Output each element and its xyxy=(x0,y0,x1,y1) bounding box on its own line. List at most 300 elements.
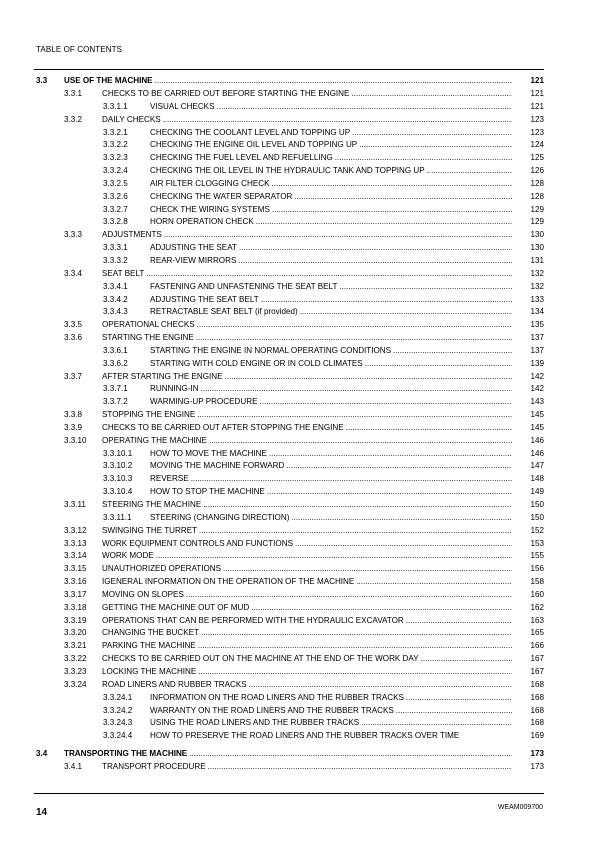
toc-entry-page: 121 xyxy=(530,89,544,98)
toc-entry-title-wrap xyxy=(150,281,512,294)
toc-entry-title-wrap xyxy=(102,550,512,563)
toc-entry-number: 3.3.7.1 xyxy=(103,384,128,394)
toc-entry-number: 3.4.1 xyxy=(64,762,83,772)
toc-entry[interactable] xyxy=(34,499,544,512)
dot-leader xyxy=(393,345,512,358)
toc-entry[interactable] xyxy=(34,319,544,332)
dot-leader xyxy=(191,473,512,486)
toc-entry-title: CHECKS TO BE CARRIED OUT BEFORE STARTING THE ENGINE xyxy=(102,89,350,98)
dot-leader xyxy=(189,747,512,761)
toc-entry-number: 3.3.2 xyxy=(64,114,83,124)
toc-entry-page: 152 xyxy=(530,525,544,535)
toc-entry-title-wrap xyxy=(150,730,512,743)
toc-entry[interactable] xyxy=(34,281,544,294)
toc-entry-page: 150 xyxy=(530,512,544,522)
toc-entry-title: CHECKING THE FUEL LEVEL AND REFUELLING xyxy=(150,153,333,163)
toc-entry[interactable] xyxy=(34,88,544,101)
toc-entry-title-wrap xyxy=(150,717,512,730)
dot-leader xyxy=(197,319,512,332)
dot-leader xyxy=(199,525,512,538)
toc-entry-title-wrap xyxy=(150,345,512,358)
toc-entry[interactable] xyxy=(34,705,544,718)
toc-entry-title-wrap xyxy=(102,409,512,422)
toc-entry-page: 147 xyxy=(530,461,544,471)
toc-section-entry[interactable] xyxy=(34,74,544,88)
toc-entry-title: HORN OPERATION CHECK xyxy=(150,217,254,227)
toc-entry[interactable] xyxy=(34,730,544,743)
toc-entry-number: 3.3.24.2 xyxy=(103,705,133,715)
toc-entry-page: 173 xyxy=(530,749,544,759)
dot-leader xyxy=(186,589,512,602)
toc-entry-title: OPERATIONAL CHECKS xyxy=(102,320,195,330)
toc-entry-title: CHECKING THE ENGINE OIL LEVEL AND TOPPING UP xyxy=(150,140,358,150)
toc-entry-title: ADJUSTMENTS xyxy=(102,230,162,240)
toc-entry-number: 3.3.14 xyxy=(64,551,87,561)
page-number: 14 xyxy=(36,807,48,818)
toc-entry-number: 3.3.4.3 xyxy=(103,307,128,317)
toc-entry-title-wrap xyxy=(150,473,512,486)
toc-entry-number: 3.3.4.2 xyxy=(103,294,128,304)
toc-entry-number: 3.3.1.1 xyxy=(103,101,128,111)
toc-entry-title-wrap xyxy=(64,747,512,761)
toc-entry-title: WARRANTY ON THE ROAD LINERS AND THE RUBBER TRACKS xyxy=(150,705,394,715)
toc-entry-title-wrap xyxy=(150,242,512,255)
toc-entry-title: REAR-VIEW MIRRORS xyxy=(150,255,237,265)
toc-entry-title: UNAUTHORIZED OPERATIONS xyxy=(102,564,222,574)
toc-entry-title: VISUAL CHECKS xyxy=(150,101,215,111)
dot-leader xyxy=(365,358,512,371)
toc-entry-number: 3.3.24.4 xyxy=(103,731,133,741)
toc-entry-title-wrap xyxy=(64,74,512,88)
toc-entry-title-wrap xyxy=(150,306,512,319)
toc-entry-number: 3.3.17 xyxy=(64,589,87,599)
toc-entry-title: REVERSE xyxy=(150,474,189,484)
toc-entry-page: 168 xyxy=(530,718,544,728)
dot-leader xyxy=(421,653,512,666)
toc-entry-page: 173 xyxy=(530,762,544,772)
dot-leader xyxy=(197,409,512,422)
toc-entry-title: CHECK THE WIRING SYSTEMS xyxy=(150,204,270,214)
toc-entry-title: LOCKING THE MACHINE xyxy=(102,666,197,676)
dot-leader xyxy=(267,486,512,499)
toc-entry-number: 3.3.10.4 xyxy=(103,487,133,497)
toc-entry-number: 3.3.12 xyxy=(64,525,87,535)
toc-entry[interactable] xyxy=(34,165,544,178)
toc-entry-title-wrap xyxy=(102,229,512,242)
toc-entry-title-wrap xyxy=(102,88,512,101)
toc-entry-title-wrap xyxy=(102,615,512,628)
toc-entry[interactable] xyxy=(34,255,544,268)
toc-entry-title-wrap xyxy=(150,486,512,499)
toc-entry-title: CHECKS TO BE CARRIED OUT ON THE MACHINE AT THE END OF THE WORK DAY xyxy=(102,654,419,664)
toc-entry-title: CHECKS TO BE CARRIED OUT AFTER STOPPING THE ENGINE xyxy=(102,422,344,432)
toc-entry-page: 129 xyxy=(530,204,544,214)
toc-entry-title-wrap xyxy=(150,191,512,204)
running-header: TABLE OF CONTENTS xyxy=(36,45,123,54)
dot-leader xyxy=(201,383,512,396)
dot-leader xyxy=(209,435,512,448)
dot-leader xyxy=(201,627,512,640)
toc-entry-number: 3.3.19 xyxy=(64,615,87,625)
dot-leader xyxy=(146,268,512,281)
toc-entry-title: RUNNING-IN xyxy=(150,384,199,394)
toc-entry-title: CHECKING THE OIL LEVEL IN THE HYDRAULIC TANK AND TOPPING UP xyxy=(150,166,425,176)
toc-entry[interactable] xyxy=(34,268,544,281)
toc-entry-page: 123 xyxy=(530,114,544,124)
toc-entry-page: 142 xyxy=(530,371,544,381)
dot-leader xyxy=(351,88,512,101)
dot-leader xyxy=(225,371,512,384)
toc-entry-page: 129 xyxy=(530,217,544,227)
toc-entry-number: 3.3.5 xyxy=(64,320,83,330)
toc-entry-title-wrap xyxy=(102,761,512,774)
toc-entry-page: 166 xyxy=(530,641,544,651)
toc-entry-number: 3.3.2.1 xyxy=(103,127,128,137)
toc-entry[interactable] xyxy=(34,602,544,615)
toc-entry-title: WARMING-UP PROCEDURE xyxy=(150,397,258,407)
toc-entry-number: 3.3.10.1 xyxy=(103,448,133,458)
footer-rule xyxy=(34,793,544,794)
toc-entry-title: USING THE ROAD LINERS AND THE RUBBER TRACKS xyxy=(150,718,360,728)
toc-entry[interactable] xyxy=(34,229,544,242)
toc-entry-page: 132 xyxy=(530,268,544,278)
toc-entry-title: OPERATIONS THAT CAN BE PERFORMED WITH THE HYDRAULIC EXCAVATOR xyxy=(102,615,404,625)
toc-entry-number: 3.3.13 xyxy=(64,538,87,548)
toc-entry-page: 126 xyxy=(530,166,544,176)
toc-entry-number: 3.3.11 xyxy=(64,500,86,509)
toc-entry-number: 3.3.10.3 xyxy=(103,474,133,484)
toc-entry-page: 163 xyxy=(530,615,544,625)
dot-leader xyxy=(238,255,512,268)
toc-entry-title-wrap xyxy=(102,114,512,127)
toc-entry[interactable] xyxy=(34,383,544,396)
toc-entry-title-wrap xyxy=(102,319,512,332)
toc-entry-page: 128 xyxy=(530,178,544,188)
dot-leader xyxy=(356,576,512,589)
toc-entry-title: OPERATING THE MACHINE xyxy=(102,435,207,445)
dot-leader xyxy=(286,460,512,473)
dot-leader xyxy=(216,101,512,114)
toc-entry[interactable] xyxy=(34,761,544,774)
toc-entry-title: SEAT BELT xyxy=(102,268,145,278)
toc-entry-number: 3.3.6.2 xyxy=(103,358,128,368)
toc-entry[interactable] xyxy=(34,627,544,640)
document-code: WEAM009700 xyxy=(497,804,543,811)
dot-leader xyxy=(156,550,512,563)
toc-entry-title: USE OF THE MACHINE xyxy=(64,76,153,85)
toc-entry[interactable] xyxy=(34,101,544,114)
toc-entry[interactable] xyxy=(34,589,544,602)
toc-entry-title: ROAD LINERS AND RUBBER TRACKS xyxy=(102,679,247,689)
toc-entry[interactable] xyxy=(34,306,544,319)
toc-entry-title-wrap xyxy=(150,705,512,718)
dot-leader xyxy=(198,666,512,679)
toc-entry-page: 145 xyxy=(530,422,544,432)
toc-entry-number: 3.3.2.5 xyxy=(103,178,128,188)
dot-leader xyxy=(406,615,512,628)
toc-entry-title: TRANSPORTING THE MACHINE xyxy=(64,749,188,759)
toc-entry-page: 158 xyxy=(530,577,544,587)
toc-entry-title: RETRACTABLE SEAT BELT (if provided) xyxy=(150,307,298,317)
toc-entry-title-wrap xyxy=(150,139,512,152)
toc-entry[interactable] xyxy=(34,525,544,538)
toc-entry-title: STEERING (CHANGING DIRECTION) xyxy=(150,512,290,522)
toc-entry[interactable] xyxy=(34,191,544,204)
toc-entry-title-wrap xyxy=(102,576,512,589)
dot-leader xyxy=(352,127,512,140)
dot-leader xyxy=(208,761,512,774)
toc-entry-title: AIR FILTER CLOGGING CHECK xyxy=(150,178,270,188)
toc-entry-page: 128 xyxy=(530,191,544,201)
toc-entry-page: 133 xyxy=(530,294,544,304)
toc-entry-title: STEERING THE MACHINE xyxy=(102,500,202,509)
toc-entry-number: 3.3.6.1 xyxy=(103,345,128,355)
toc-entry[interactable] xyxy=(34,422,544,435)
toc-entry[interactable] xyxy=(34,409,544,422)
toc-entry-number: 3.3.2.6 xyxy=(103,191,128,201)
toc-entry[interactable] xyxy=(34,332,544,345)
toc-entry-title: ADJUSTING THE SEAT BELT xyxy=(150,294,259,304)
dot-leader xyxy=(269,448,512,461)
toc-entry-page: 124 xyxy=(530,140,544,150)
toc-entry-number: 3.3.24.1 xyxy=(103,692,133,702)
toc-entry[interactable] xyxy=(34,486,544,499)
toc-entry-page: 149 xyxy=(530,487,544,497)
toc-entry-number: 3.3.11.1 xyxy=(103,512,132,522)
toc-entry-number: 3.3.16 xyxy=(64,577,87,587)
toc-entry-title-wrap xyxy=(102,602,512,615)
toc-entry[interactable] xyxy=(34,640,544,653)
toc-entry-page: 162 xyxy=(530,602,544,612)
toc-entry[interactable] xyxy=(34,692,544,705)
toc-entry-title-wrap xyxy=(150,512,512,525)
toc-entry-number: 3.3.3.1 xyxy=(103,243,128,253)
toc-entry-page: 135 xyxy=(530,320,544,330)
toc-entry[interactable] xyxy=(34,717,544,730)
toc-entry-page: 134 xyxy=(530,307,544,317)
dot-leader xyxy=(406,692,512,705)
toc-entry-title-wrap xyxy=(150,216,512,229)
toc-entry[interactable] xyxy=(34,216,544,229)
dot-leader xyxy=(223,563,512,576)
dot-leader xyxy=(291,512,512,525)
toc-entry-title-wrap xyxy=(150,178,512,191)
dot-leader xyxy=(361,717,512,730)
dot-leader xyxy=(396,705,512,718)
toc-entry-number: 3.3.4 xyxy=(64,268,83,278)
toc-entry-page: 132 xyxy=(530,281,544,291)
table-of-contents xyxy=(34,74,544,774)
toc-entry[interactable] xyxy=(34,512,544,525)
toc-entry-title: IGENERAL INFORMATION ON THE OPERATION OF THE MACHINE xyxy=(102,577,355,587)
toc-entry-title-wrap xyxy=(102,653,512,666)
toc-entry-title: HOW TO PRESERVE THE ROAD LINERS AND THE RUBBER TRACKS OVER TIME xyxy=(150,731,460,741)
toc-entry-title: TRANSPORT PROCEDURE xyxy=(102,762,206,772)
toc-entry-title: SWINGING THE TURRET xyxy=(102,525,198,535)
dot-leader xyxy=(359,139,512,152)
toc-entry[interactable] xyxy=(34,345,544,358)
toc-entry-page: 125 xyxy=(530,153,544,163)
toc-entry-number: 3.3.9 xyxy=(64,422,83,432)
toc-entry-title-wrap xyxy=(102,589,512,602)
toc-entry-title-wrap xyxy=(150,204,512,217)
toc-entry-page: 156 xyxy=(530,564,544,574)
toc-entry-title: MOVING THE MACHINE FORWARD xyxy=(150,461,285,471)
toc-entry-title: FASTENING AND UNFASTENING THE SEAT BELT xyxy=(150,281,338,291)
toc-entry[interactable] xyxy=(34,242,544,255)
toc-entry-title-wrap xyxy=(150,460,512,473)
toc-entry-number: 3.3.1 xyxy=(64,89,83,98)
toc-entry[interactable] xyxy=(34,358,544,371)
toc-entry-title: CHECKING THE COOLANT LEVEL AND TOPPING UP xyxy=(150,127,351,137)
toc-entry-number: 3.3.10.2 xyxy=(103,461,133,471)
toc-entry-number: 3.3.24 xyxy=(64,679,87,689)
toc-entry-number: 3.3.20 xyxy=(64,628,87,638)
toc-entry-title-wrap xyxy=(102,422,512,435)
dot-leader xyxy=(249,679,512,692)
toc-entry[interactable] xyxy=(34,152,544,165)
toc-entry-number: 3.4 xyxy=(36,749,48,759)
dot-leader xyxy=(239,242,512,255)
toc-entry-page: 145 xyxy=(530,410,544,420)
dot-leader xyxy=(294,191,512,204)
toc-entry-title-wrap xyxy=(150,152,512,165)
toc-entry-title: STARTING THE ENGINE IN NORMAL OPERATING CONDITIONS xyxy=(150,345,392,355)
toc-entry[interactable] xyxy=(34,204,544,217)
toc-entry-title-wrap xyxy=(150,692,512,705)
toc-entry-number: 3.3.2.2 xyxy=(103,140,128,150)
toc-entry[interactable] xyxy=(34,448,544,461)
toc-entry[interactable] xyxy=(34,653,544,666)
dot-leader xyxy=(196,332,512,345)
toc-entry-title: INFORMATION ON THE ROAD LINERS AND THE RUBBER TRACKS xyxy=(150,692,404,702)
toc-entry-number: 3.3.2.3 xyxy=(103,153,128,163)
toc-entry-number: 3.3.2.8 xyxy=(103,217,128,227)
toc-entry-number: 3.3.18 xyxy=(64,602,87,612)
toc-entry-title-wrap xyxy=(150,165,512,178)
toc-entry-title: ADJUSTING THE SEAT xyxy=(150,243,237,253)
toc-entry-title-wrap xyxy=(102,627,512,640)
toc-entry-page: 168 xyxy=(530,705,544,715)
toc-entry[interactable] xyxy=(34,371,544,384)
toc-entry-title: STARTING THE ENGINE xyxy=(102,333,194,343)
toc-entry-page: 155 xyxy=(530,551,544,561)
toc-entry-page: 148 xyxy=(530,474,544,484)
dot-leader xyxy=(271,178,512,191)
toc-entry-title-wrap xyxy=(102,525,512,538)
toc-entry[interactable] xyxy=(34,396,544,409)
toc-entry-number: 3.3.6 xyxy=(64,333,83,343)
toc-entry-title: GETTING THE MACHINE OUT OF MUD xyxy=(102,602,250,612)
toc-entry-title-wrap xyxy=(150,255,512,268)
toc-entry-title-wrap xyxy=(102,371,512,384)
toc-entry-title: AFTER STARTING THE ENGINE xyxy=(102,371,223,381)
toc-entry[interactable] xyxy=(34,666,544,679)
toc-entry-number: 3.3.7.2 xyxy=(103,397,128,407)
toc-entry-number: 3.3.4.1 xyxy=(103,281,128,291)
toc-entry[interactable] xyxy=(34,550,544,563)
toc-entry[interactable] xyxy=(34,563,544,576)
toc-entry-title-wrap xyxy=(150,383,512,396)
header-rule xyxy=(34,69,544,70)
toc-entry-title: STOPPING THE ENGINE xyxy=(102,410,196,420)
toc-entry-page: 137 xyxy=(530,345,544,355)
toc-entry[interactable] xyxy=(34,538,544,551)
toc-entry-number: 3.3.8 xyxy=(64,410,83,420)
toc-entry-page: 160 xyxy=(530,589,544,599)
toc-entry[interactable] xyxy=(34,576,544,589)
toc-entry-page: 146 xyxy=(530,448,544,458)
dot-leader xyxy=(155,74,512,88)
toc-entry-title-wrap xyxy=(102,640,512,653)
toc-entry-title: CHECKING THE WATER SEPARATOR xyxy=(150,191,293,201)
toc-section-entry[interactable] xyxy=(34,747,544,761)
toc-entry-title-wrap xyxy=(150,127,512,140)
toc-entry-page: 168 xyxy=(530,692,544,702)
toc-entry-title-wrap xyxy=(102,679,512,692)
dot-leader xyxy=(256,216,512,229)
dot-leader xyxy=(163,114,512,127)
toc-entry[interactable] xyxy=(34,473,544,486)
toc-entry[interactable] xyxy=(34,127,544,140)
dot-leader xyxy=(346,422,512,435)
toc-entry-page: 167 xyxy=(530,654,544,664)
dot-leader xyxy=(203,499,512,512)
toc-entry[interactable] xyxy=(34,114,544,127)
toc-entry[interactable] xyxy=(34,178,544,191)
toc-entry[interactable] xyxy=(34,460,544,473)
toc-entry-title: STARTING WITH COLD ENGINE OR IN COLD CLIMATES xyxy=(150,358,363,368)
toc-entry-title-wrap xyxy=(150,358,512,371)
dot-leader xyxy=(339,281,512,294)
dot-leader xyxy=(335,152,512,165)
toc-entry-page: 143 xyxy=(530,397,544,407)
toc-entry-title-wrap xyxy=(102,563,512,576)
toc-entry-page: 121 xyxy=(530,76,544,85)
dot-leader xyxy=(427,165,512,178)
toc-entry[interactable] xyxy=(34,679,544,692)
toc-entry-title: DAILY CHECKS xyxy=(102,114,161,124)
toc-entry-title-wrap xyxy=(102,268,512,281)
toc-entry-number: 3.3.15 xyxy=(64,564,87,574)
toc-entry-page: 142 xyxy=(530,384,544,394)
toc-entry-page: 153 xyxy=(530,538,544,548)
toc-entry-number: 3.3.3 xyxy=(64,230,83,240)
toc-entry-page: 137 xyxy=(530,333,544,343)
toc-entry[interactable] xyxy=(34,294,544,307)
dot-leader xyxy=(300,306,512,319)
toc-entry-page: 130 xyxy=(530,243,544,253)
toc-entry-title-wrap xyxy=(150,294,512,307)
toc-entry-title: CHANGING THE BUCKET xyxy=(102,628,199,638)
toc-entry-page: 121 xyxy=(530,101,544,111)
toc-entry-title-wrap xyxy=(102,499,512,512)
toc-entry-number: 3.3.21 xyxy=(64,641,87,651)
toc-entry-title: WORK MODE xyxy=(102,551,154,561)
toc-entry[interactable] xyxy=(34,615,544,628)
toc-entry[interactable] xyxy=(34,435,544,448)
toc-entry-number: 3.3.7 xyxy=(64,371,83,381)
dot-leader xyxy=(272,204,512,217)
toc-entry[interactable] xyxy=(34,139,544,152)
toc-entry-page: 167 xyxy=(530,666,544,676)
dot-leader xyxy=(164,229,512,242)
toc-entry-title-wrap xyxy=(102,435,512,448)
toc-entry-page: 146 xyxy=(530,435,544,445)
dot-leader xyxy=(251,602,512,615)
toc-entry-page: 139 xyxy=(530,358,544,368)
dot-leader xyxy=(261,294,512,307)
